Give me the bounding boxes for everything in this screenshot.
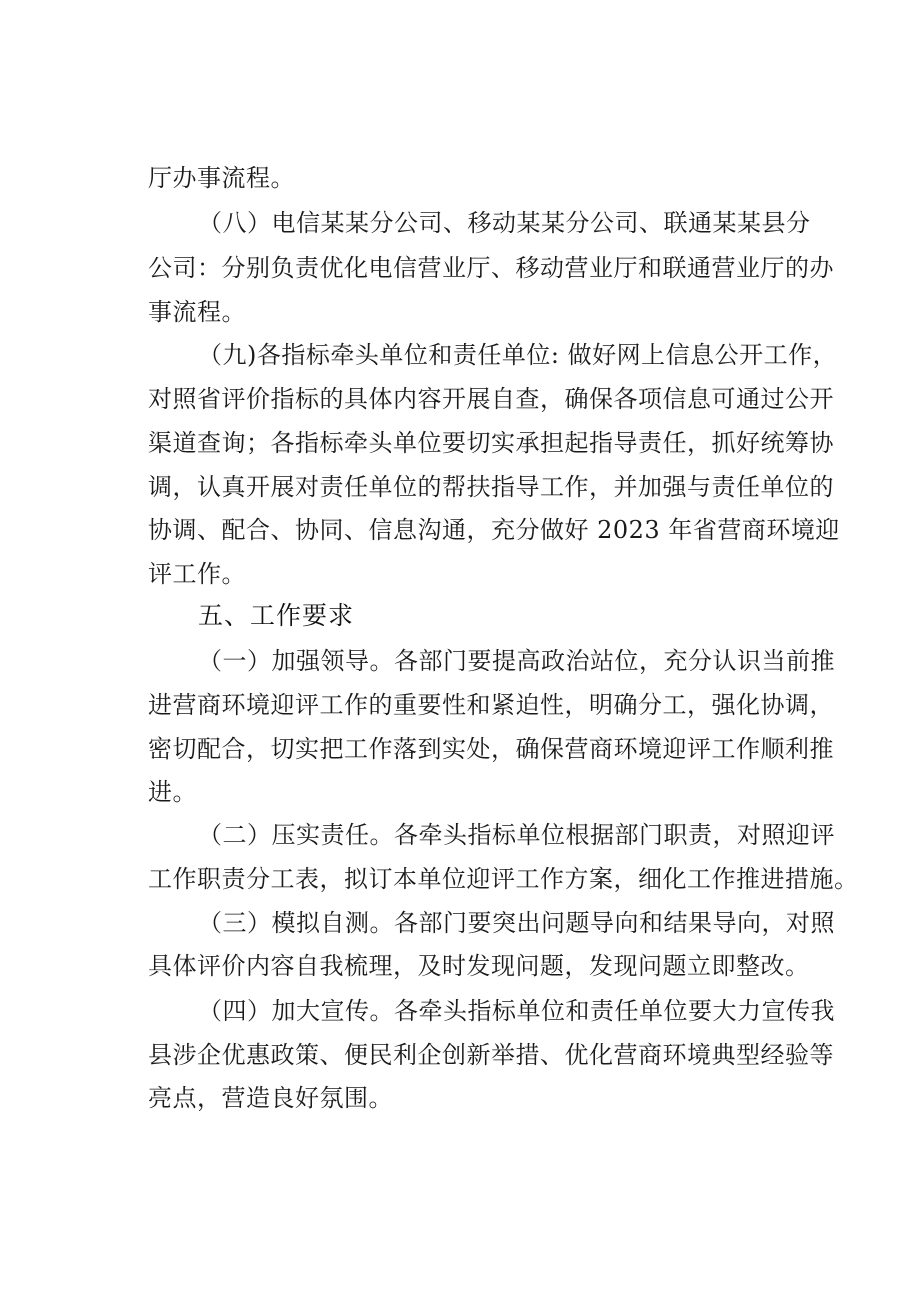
text-line: 厅办事流程。	[148, 164, 295, 192]
text-line: 调，认真开展对责任单位的帮扶指导工作，并加强与责任单位的	[148, 473, 834, 501]
text-line: 评工作。	[148, 560, 246, 588]
text-line: 协调、配合、协同、信息沟通，充分做好 2023 年省营商环境迎	[148, 516, 840, 544]
paragraph-4-line-1: （四）加大宣传。各牵头指标单位和责任单位要大力宣传我	[198, 997, 835, 1025]
text-line: 渠道查询；各指标牵头单位要切实承担起指导责任，抓好统筹协	[148, 429, 834, 457]
paragraph-1-line-1: （一）加强领导。各部门要提高政治站位，充分认识当前推	[198, 647, 835, 675]
paragraph-3-line-1: （三）模拟自测。各部门要突出问题导向和结果导向，对照	[198, 909, 835, 937]
text-line: 工作职责分工表，拟订本单位迎评工作方案，细化工作推进措施。	[148, 865, 859, 893]
section-heading: 五、工作要求	[198, 601, 355, 630]
text-line: 进营商环境迎评工作的重要性和紧迫性，明确分工，强化协调，	[148, 691, 834, 719]
text-line: 公司：分别负责优化电信营业厅、移动营业厅和联通营业厅的办	[148, 254, 834, 282]
paragraph-9-line-1: （九)各指标牵头单位和责任单位: 做好网上信息公开工作，	[198, 341, 838, 369]
text-line: 县涉企优惠政策、便民利企创新举措、优化营商环境典型经验等	[148, 1041, 834, 1069]
paragraph-2-line-1: （二）压实责任。各牵头指标单位根据部门职责，对照迎评	[198, 821, 835, 849]
text-line: 亮点，营造良好氛围。	[148, 1084, 393, 1112]
paragraph-8-line-1: （八）电信某某分公司、移动某某分公司、联通某某县分	[198, 209, 811, 237]
text-line: 具体评价内容自我梳理，及时发现问题，发现问题立即整改。	[148, 952, 810, 980]
text-line: 对照省评价指标的具体内容开展自查，确保各项信息可通过公开	[148, 385, 834, 413]
text-line: 密切配合，切实把工作落到实处，确保营商环境迎评工作顺利推	[148, 735, 834, 763]
text-line: 进。	[148, 778, 197, 806]
text-line: 事流程。	[148, 298, 246, 326]
